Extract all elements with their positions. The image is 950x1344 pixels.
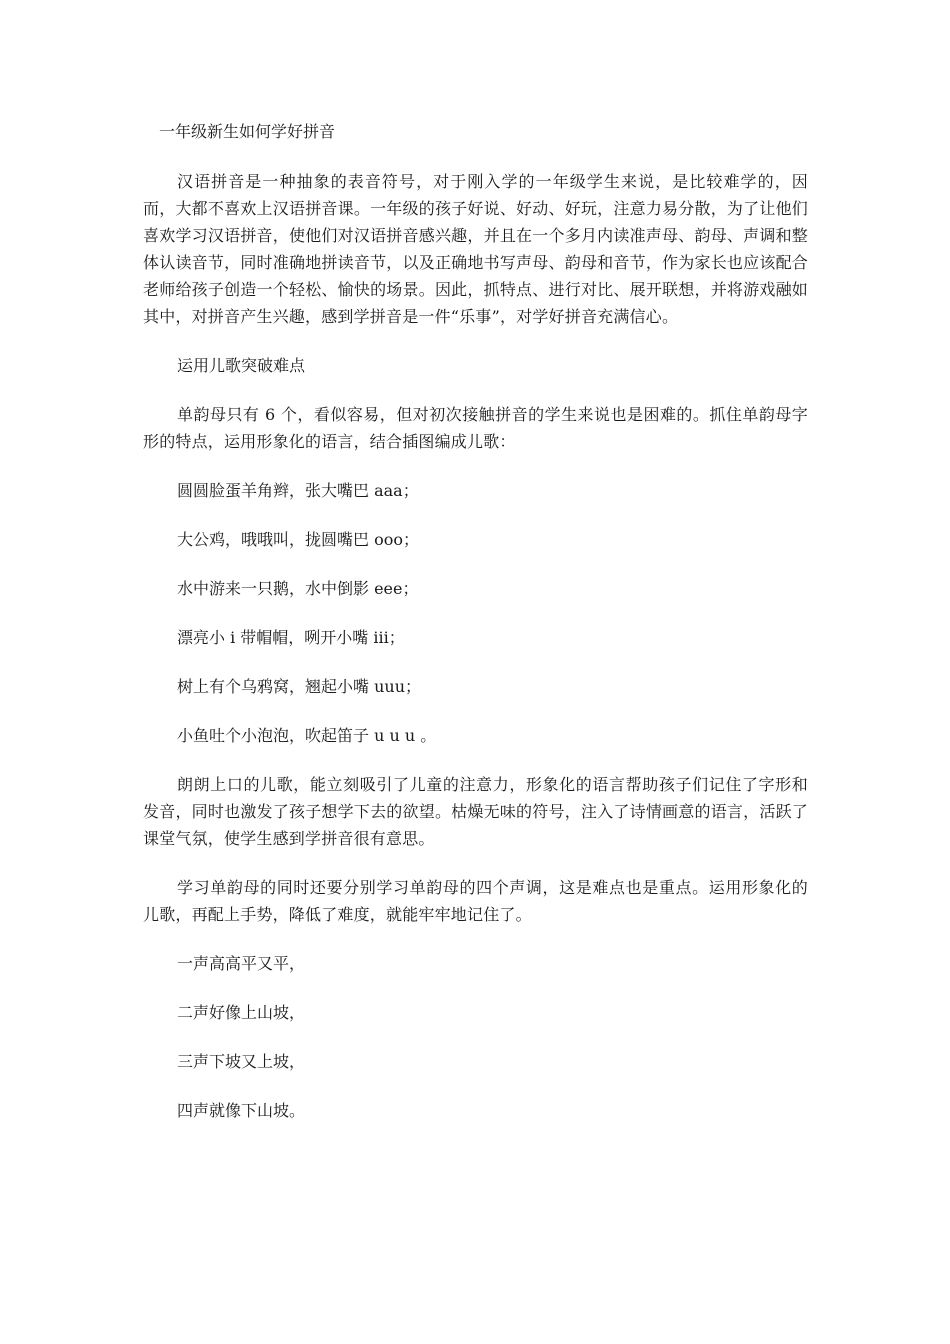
- tones-paragraph: 学习单韵母的同时还要分别学习单韵母的四个声调，这是难点也是重点。运用形象化的儿歌，再配上手势，降低了难度，就能牢牢地记住了。: [143, 878, 808, 924]
- tone-line: 二声好像上山坡，: [177, 1003, 306, 1022]
- tone-line: 一声高高平又平，: [177, 954, 306, 973]
- rhyme-line: 小鱼吐个小泡泡，吹起笛子 u u u 。: [177, 726, 437, 745]
- single-vowels-paragraph: 单韵母只有 6 个，看似容易，但对初次接触拼音的学生来说也是困难的。抓住单韵母字形的特点，运用形象化的语言，结合插图编成儿歌：: [143, 405, 808, 451]
- rhyme-line: 圆圆脸蛋羊角辫，张大嘴巴 aaa；: [177, 481, 419, 500]
- tone-line: 四声就像下山坡。: [177, 1101, 306, 1120]
- rhyme-line: 水中游来一只鹅，水中倒影 eee；: [177, 579, 419, 598]
- document-page: [143, 118, 808, 1146]
- effect-paragraph: 朗朗上口的儿歌，能立刻吸引了儿童的注意力，形象化的语言帮助孩子们记住了字形和发音，同时也激发了孩子想学下去的欲望。枯燥无味的符号，注入了诗情画意的语言，活跃了课堂气氛，使学生感到学拼音很有意思。: [143, 775, 808, 848]
- rhyme-line: 漂亮小 i 带帽帽，咧开小嘴 iii；: [177, 628, 405, 647]
- section-heading: 运用儿歌突破难点: [177, 356, 306, 375]
- intro-paragraph: 汉语拼音是一种抽象的表音符号，对于刚入学的一年级学生来说，是比较难学的，因而，大都不喜欢上汉语拼音课。一年级的孩子好说、好动、好玩，注意力易分散，为了让他们喜欢学习汉语拼音，使他们对汉语拼音感兴趣，并且在一个多月内读准声母、韵母、声调和整体认读音节，同时准确地拼读音节，以及正确地书写声母、韵母和音节，作为家长也应该配合老师给孩子创造一个轻松、愉快的场景。因此，抓特点、进行对比、展开联想，并将游戏融如其中，对拼音产生兴趣，感到学拼音是一件“乐事”，对学好拼音充满信心。: [143, 172, 808, 326]
- document-title: 一年级新生如何学好拼音: [159, 122, 336, 141]
- rhyme-line: 树上有个乌鸦窝，翘起小嘴 uuu；: [177, 677, 422, 696]
- rhyme-line: 大公鸡，哦哦叫，拢圆嘴巴 ooo；: [177, 530, 419, 549]
- tone-line: 三声下坡又上坡，: [177, 1052, 306, 1071]
